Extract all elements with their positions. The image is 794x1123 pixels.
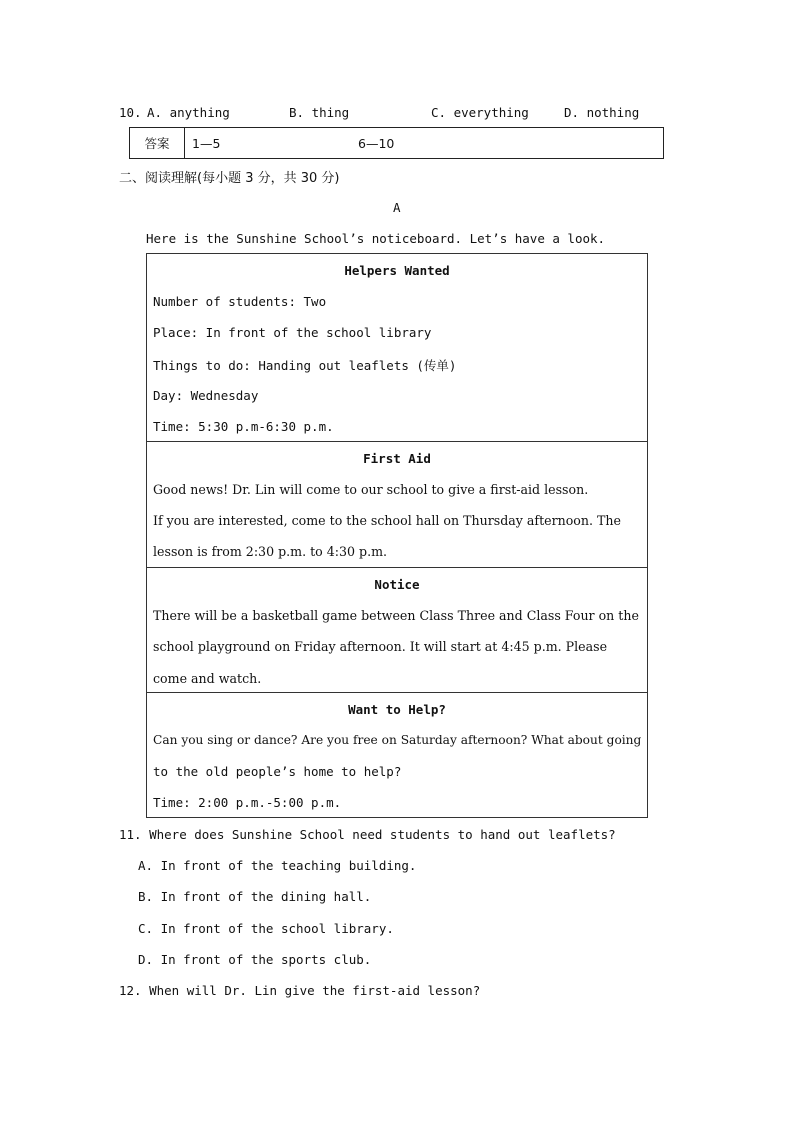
passage-intro: Here is the Sunshine School’s noticeboard. Let’s have a look.	[146, 231, 606, 246]
notice-line: If you are interested, come to the school hall on Thursday afternoon. The	[153, 513, 621, 528]
passage-label: A	[393, 200, 401, 215]
notice-line: Time: 2:00 p.m.-5:00 p.m.	[153, 795, 342, 810]
answer-range-6-10: 6—10	[358, 136, 395, 151]
notice-line: Things to do: Handing out leaflets (传单)	[153, 358, 457, 373]
answer-label: 答案	[130, 128, 185, 158]
notice-basketball-game	[147, 568, 647, 693]
answer-range-1-5: 1—5	[192, 136, 221, 151]
q10-option-c: C. everything	[431, 105, 529, 120]
notice-line: Can you sing or dance? Are you free on Saturday afternoon? What about going	[153, 733, 642, 747]
notice-line: Day: Wednesday	[153, 388, 259, 403]
notice-title: Notice	[374, 577, 420, 592]
notice-line: There will be a basketball game between Class Three and Class Four on the	[153, 608, 639, 623]
q10-option-b: B. thing	[289, 105, 350, 120]
question-11-stem: 11. Where does Sunshine School need students to hand out leaflets?	[119, 827, 616, 842]
noticeboard	[146, 253, 648, 818]
notice-line: school playground on Friday afternoon. It will start at 4:45 p.m. Please	[153, 639, 608, 654]
q10-option-a: A. anything	[147, 105, 230, 120]
notice-title: First Aid	[363, 451, 431, 466]
notice-line: to the old people’s home to help?	[153, 764, 402, 779]
notice-line: Number of students: Two	[153, 294, 327, 309]
section-heading: 二、阅读理解(每小题 3 分，共 30 分)	[119, 171, 340, 186]
notice-line: Place: In front of the school library	[153, 325, 432, 340]
q10-option-d: D. nothing	[564, 105, 640, 120]
q11-option-c: C. In front of the school library.	[138, 921, 394, 936]
notice-line: Good news! Dr. Lin will come to our school to give a first-aid lesson.	[153, 482, 589, 497]
notice-want-to-help	[147, 693, 647, 817]
notice-title: Want to Help?	[348, 702, 446, 717]
notice-line: lesson is from 2:30 p.m. to 4:30 p.m.	[153, 544, 388, 559]
q11-option-a: A. In front of the teaching building.	[138, 858, 417, 873]
notice-helpers-wanted	[147, 254, 647, 442]
answer-table	[129, 127, 664, 159]
notice-title: Helpers Wanted	[344, 263, 450, 278]
notice-line: Time: 5:30 p.m-6:30 p.m.	[153, 419, 334, 434]
notice-first-aid	[147, 442, 647, 568]
q11-option-d: D. In front of the sports club.	[138, 952, 372, 967]
question-10-number: 10.	[119, 105, 142, 120]
notice-line: come and watch.	[153, 671, 262, 686]
question-12-stem: 12. When will Dr. Lin give the first-aid lesson?	[119, 983, 481, 998]
q11-option-b: B. In front of the dining hall.	[138, 889, 372, 904]
